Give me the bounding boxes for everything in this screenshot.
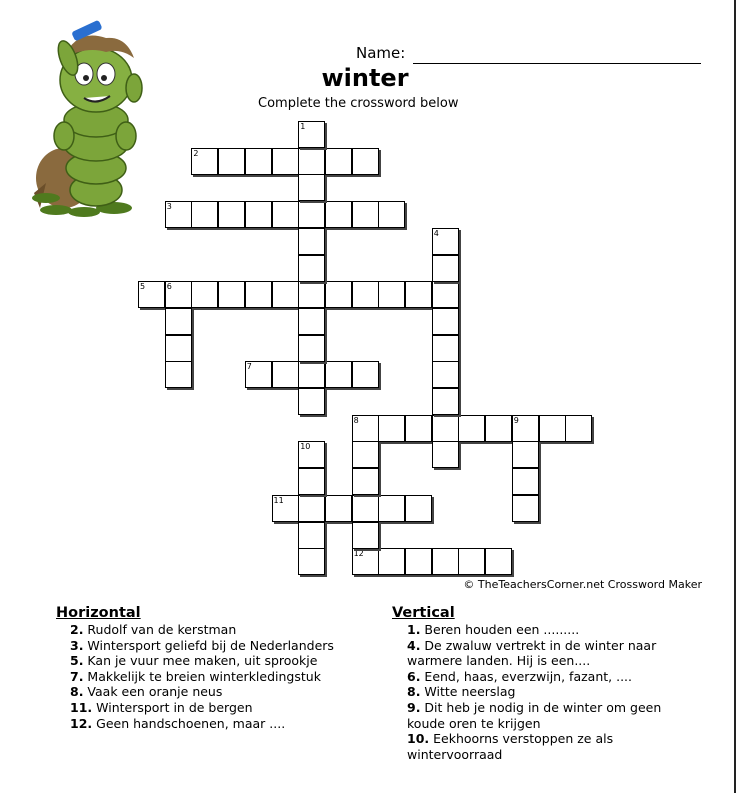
clue-text: Makkelijk te breien winterkledingstuk xyxy=(83,668,321,684)
crossword-cell[interactable] xyxy=(432,361,459,388)
crossword-cell[interactable] xyxy=(298,121,325,148)
clue-num: 12. xyxy=(70,715,93,731)
crossword-cell[interactable] xyxy=(165,361,192,388)
credit-text: © TheTeachersCorner.net Crossword Maker xyxy=(463,578,702,591)
clue-num: 11. xyxy=(70,699,93,715)
clue-num: 10. xyxy=(407,731,430,747)
clue-item xyxy=(392,638,692,669)
clue-number: 12 xyxy=(353,549,364,559)
crossword-cell[interactable] xyxy=(352,441,379,468)
crossword-cell[interactable] xyxy=(298,388,325,415)
crossword-cell[interactable] xyxy=(272,495,299,522)
crossword-cell[interactable] xyxy=(298,308,325,335)
clue-text: Vaak een oranje neus xyxy=(83,684,223,700)
crossword-cell[interactable] xyxy=(272,361,299,388)
crossword-cell[interactable] xyxy=(512,415,539,442)
crossword-cell[interactable] xyxy=(298,255,325,282)
clue-text: Wintersport geliefd bij de Nederlanders xyxy=(83,637,334,653)
name-label: Name: xyxy=(356,44,406,62)
crossword-cell[interactable] xyxy=(191,201,218,228)
crossword-cell[interactable] xyxy=(218,281,245,308)
crossword-cell[interactable] xyxy=(432,415,459,442)
crossword-cell[interactable] xyxy=(378,281,405,308)
vertical-clues xyxy=(392,605,692,762)
clue-text: Beren houden een ......... xyxy=(420,622,580,637)
crossword-cell[interactable] xyxy=(432,255,459,282)
crossword-cell[interactable] xyxy=(458,415,485,442)
crossword-cell[interactable] xyxy=(298,174,325,201)
clue-number: 10 xyxy=(300,442,311,452)
crossword-cell[interactable] xyxy=(245,201,272,228)
crossword-cell[interactable] xyxy=(352,548,379,575)
crossword-cell[interactable] xyxy=(298,495,325,522)
crossword-cell[interactable] xyxy=(325,281,352,308)
crossword-cell[interactable] xyxy=(191,281,218,308)
clue-text: Wintersport in de bergen xyxy=(92,699,253,715)
clue-number: 11 xyxy=(273,495,284,505)
crossword-cell[interactable] xyxy=(352,201,379,228)
crossword-cell[interactable] xyxy=(352,361,379,388)
crossword-cell[interactable] xyxy=(218,201,245,228)
clue-item xyxy=(56,669,376,685)
clue-item xyxy=(392,622,692,638)
crossword-cell[interactable] xyxy=(405,415,432,442)
clue-num: 8. xyxy=(70,684,84,700)
crossword-cell[interactable] xyxy=(298,335,325,362)
crossword-cell[interactable] xyxy=(298,148,325,175)
crossword-cell[interactable] xyxy=(352,468,379,495)
crossword-cell[interactable] xyxy=(298,361,325,388)
clue-num: 9. xyxy=(407,699,421,715)
crossword-cell[interactable] xyxy=(352,495,379,522)
clue-item xyxy=(392,700,692,731)
page-title: winter xyxy=(321,64,409,92)
clue-text: Rudolf van de kerstman xyxy=(83,622,237,637)
crossword-cell[interactable] xyxy=(165,201,192,228)
crossword-cell[interactable] xyxy=(405,281,432,308)
crossword-cell[interactable] xyxy=(405,548,432,575)
crossword-cell[interactable] xyxy=(565,415,592,442)
crossword-cell[interactable] xyxy=(378,415,405,442)
clue-number: 2 xyxy=(193,148,199,158)
clue-number: 7 xyxy=(246,362,252,372)
crossword-cell[interactable] xyxy=(539,415,566,442)
clue-num: 1. xyxy=(407,622,421,637)
crossword-cell[interactable] xyxy=(352,148,379,175)
clue-text: Witte neerslag xyxy=(420,684,516,700)
crossword-cell[interactable] xyxy=(352,522,379,549)
crossword-cell[interactable] xyxy=(325,361,352,388)
crossword-cell[interactable] xyxy=(245,148,272,175)
crossword-cell[interactable] xyxy=(432,308,459,335)
clue-text: De zwaluw vertrekt in de winter naar warmere landen. Hij is een.... xyxy=(407,637,657,669)
crossword-cell[interactable] xyxy=(352,281,379,308)
clue-text: Geen handschoenen, maar .... xyxy=(92,715,286,731)
crossword-cell[interactable] xyxy=(298,201,325,228)
crossword-cell[interactable] xyxy=(352,415,379,442)
crossword-cell[interactable] xyxy=(432,388,459,415)
crossword-cell[interactable] xyxy=(432,441,459,468)
horizontal-heading: Horizontal xyxy=(56,605,141,621)
crossword-cell[interactable] xyxy=(512,468,539,495)
clue-item xyxy=(56,700,376,716)
crossword-cell[interactable] xyxy=(458,548,485,575)
clue-text: Kan je vuur mee maken, uit sprookje xyxy=(83,653,318,669)
crossword-cell[interactable] xyxy=(298,441,325,468)
clue-num: 5. xyxy=(70,653,84,669)
clue-item xyxy=(56,622,376,638)
crossword-cell[interactable] xyxy=(245,281,272,308)
horizontal-clues xyxy=(56,605,376,731)
crossword-cell[interactable] xyxy=(272,148,299,175)
clue-number: 6 xyxy=(166,282,172,292)
crossword-cell[interactable] xyxy=(272,281,299,308)
clue-num: 6. xyxy=(407,668,421,684)
crossword-cell[interactable] xyxy=(298,228,325,255)
clue-num: 7. xyxy=(70,668,84,684)
crossword-cell[interactable] xyxy=(378,495,405,522)
clue-item xyxy=(56,684,376,700)
crossword-cell[interactable] xyxy=(432,228,459,255)
crossword-cell[interactable] xyxy=(138,281,165,308)
clue-item xyxy=(56,638,376,654)
clue-number: 9 xyxy=(513,415,519,425)
clue-item xyxy=(56,653,376,669)
crossword-cell[interactable] xyxy=(245,361,272,388)
clue-item xyxy=(56,716,376,732)
crossword-cell[interactable] xyxy=(512,441,539,468)
crossword-cell[interactable] xyxy=(405,495,432,522)
clue-number: 8 xyxy=(353,415,359,425)
clue-num: 3. xyxy=(70,637,84,653)
crossword-cell[interactable] xyxy=(272,201,299,228)
crossword-cell[interactable] xyxy=(298,548,325,575)
clue-num: 8. xyxy=(407,684,421,700)
clue-num: 4. xyxy=(407,637,421,653)
clue-text: Dit heb je nodig in de winter om geen koude oren te krijgen xyxy=(407,699,662,731)
crossword-cell[interactable] xyxy=(165,308,192,335)
clue-number: 5 xyxy=(140,282,146,292)
crossword-cell[interactable] xyxy=(485,415,512,442)
clue-text: Eekhoorns verstoppen ze als wintervoorraad xyxy=(407,731,614,762)
crossword-cell[interactable] xyxy=(165,281,192,308)
clue-text: Eend, haas, everzwijn, fazant, .... xyxy=(420,668,632,684)
clue-number: 3 xyxy=(166,202,172,212)
clue-item xyxy=(392,669,692,685)
crossword-cell[interactable] xyxy=(191,148,218,175)
crossword-cell[interactable] xyxy=(298,522,325,549)
crossword-cell[interactable] xyxy=(378,548,405,575)
clue-number: 1 xyxy=(300,122,306,131)
clue-item xyxy=(392,684,692,700)
crossword-cell[interactable] xyxy=(165,335,192,362)
clue-number: 4 xyxy=(433,228,439,238)
page-subtitle: Complete the crossword below xyxy=(258,96,459,111)
crossword-cell[interactable] xyxy=(432,281,459,308)
crossword-cell[interactable] xyxy=(298,281,325,308)
crossword-cell[interactable] xyxy=(325,148,352,175)
crossword-cell[interactable] xyxy=(298,468,325,495)
crossword-cell[interactable] xyxy=(512,495,539,522)
clue-item xyxy=(392,731,692,762)
crossword-cell[interactable] xyxy=(432,548,459,575)
crossword-cell[interactable] xyxy=(485,548,512,575)
crossword-cell[interactable] xyxy=(325,201,352,228)
clue-num: 2. xyxy=(70,622,84,637)
crossword-cell[interactable] xyxy=(432,335,459,362)
vertical-heading: Vertical xyxy=(392,605,455,621)
crossword-cell[interactable] xyxy=(218,148,245,175)
crossword-cell[interactable] xyxy=(378,201,405,228)
crossword-cell[interactable] xyxy=(325,495,352,522)
